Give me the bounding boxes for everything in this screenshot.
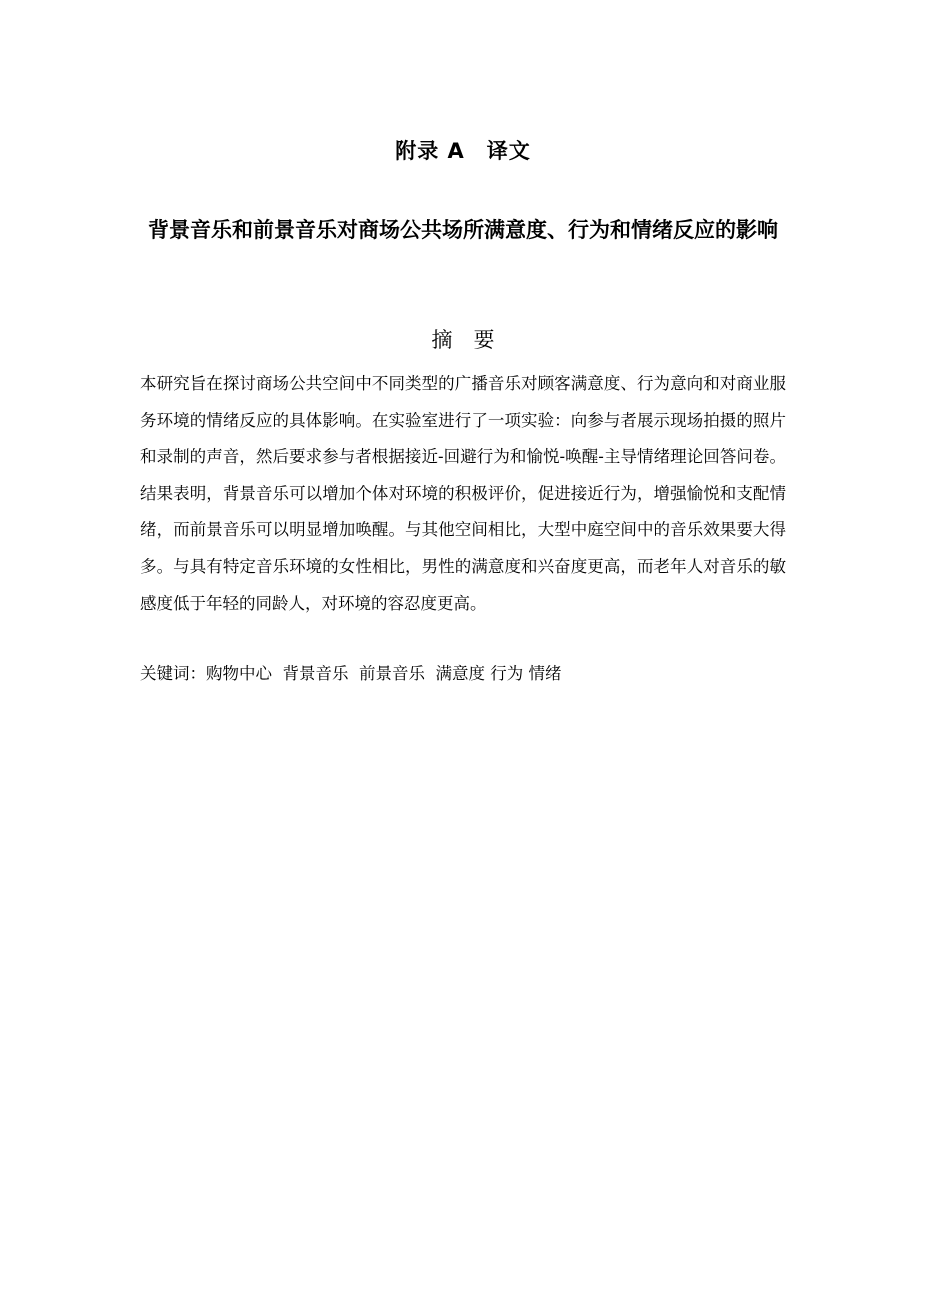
keyword-item: 背景音乐 <box>282 664 349 683</box>
abstract-body: 本研究旨在探讨商场公共空间中不同类型的广播音乐对顾客满意度、行为意向和对商业服务环境的情绪反应的具体影响。在实验室进行了一项实验：向参与者展示现场拍摄的照片和录制的声音，然后要求参与者根据接近-回避行为和愉悦-唤醒-主导情绪理论回答问卷。结果表明，背景音乐可以增加个体对环境的积极评价，促进接近行为，增强愉悦和支配情绪，而前景音乐可以明显增加唤醒。与其他空间相比，大型中庭空间中的音乐效果要大得多。与具有特定音乐环境的女性相比，男性的满意度和兴奋度更高，而老年人对音乐的敏感度低于年轻的同龄人，对环境的容忍度更高。 <box>140 374 786 613</box>
keywords-line <box>140 656 786 692</box>
keyword-item: 购物中心 <box>206 664 272 683</box>
keyword-item: 情绪 <box>528 664 562 683</box>
keyword-item: 满意度 <box>435 664 485 683</box>
appendix-title: 附录 A 译文 <box>395 139 531 163</box>
keyword-item: 前景音乐 <box>359 664 425 683</box>
keywords-label: 关键词： <box>140 664 206 683</box>
keyword-item: 行为 <box>490 664 524 683</box>
paper-title: 背景音乐和前景音乐对商场公共场所满意度、行为和情绪反应的影响 <box>148 218 778 242</box>
abstract-heading: 摘 要 <box>431 328 495 352</box>
